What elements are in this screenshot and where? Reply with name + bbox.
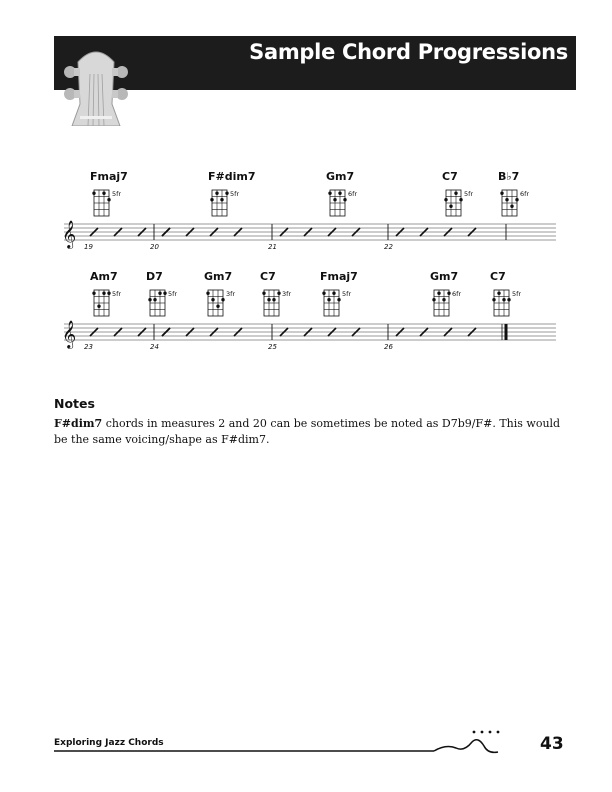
finger-dot <box>272 298 275 301</box>
finger-dot <box>267 298 270 301</box>
finger-dot <box>163 292 166 295</box>
chord-name: F#dim7 <box>208 170 256 183</box>
finger-dot <box>510 205 513 208</box>
finger-dot <box>505 198 508 201</box>
fret-label: 3fr <box>226 290 236 298</box>
footer-book-title: Exploring Jazz Chords <box>54 738 164 748</box>
ukulele-headstock-icon <box>60 44 132 126</box>
chord-diagram <box>92 190 121 216</box>
chord-name: Gm7 <box>204 270 233 283</box>
finger-dot <box>102 292 105 295</box>
fret-label: 5fr <box>168 290 178 298</box>
chord-name: B♭7 <box>498 170 520 183</box>
finger-dot <box>500 192 503 195</box>
finger-dot <box>107 292 110 295</box>
header-banner <box>54 36 576 90</box>
finger-dot <box>442 298 445 301</box>
chord-diagram <box>322 290 351 316</box>
fret-label: 5fr <box>464 190 474 198</box>
finger-dot <box>148 298 151 301</box>
chord-name: Gm7 <box>430 270 459 283</box>
chord-name: Gm7 <box>326 170 355 183</box>
finger-dot <box>492 298 495 301</box>
finger-dot <box>447 292 450 295</box>
measure-number: 19 <box>84 243 93 251</box>
chord-name: Fmaj7 <box>320 270 358 283</box>
finger-dot <box>215 192 218 195</box>
finger-dot <box>337 298 340 301</box>
finger-dot <box>97 305 100 308</box>
finger-dot <box>444 198 447 201</box>
finger-dot <box>92 292 95 295</box>
notes-text: chords in measures 2 and 20 can be sometimes be noted as D7b9/F#. This would be the same voicing/shape as F#dim7. <box>54 417 561 446</box>
finger-dot <box>333 198 336 201</box>
finger-dot <box>262 292 265 295</box>
measure-number: 20 <box>150 243 159 251</box>
fret-label: 5fr <box>112 290 122 298</box>
page-number: 43 <box>540 734 564 754</box>
treble-clef-icon: 𝄞 <box>62 220 77 248</box>
finger-dot <box>437 292 440 295</box>
finger-dot <box>225 192 228 195</box>
fret-label: 5fr <box>112 190 122 198</box>
chord-diagram <box>500 190 529 216</box>
finger-dot <box>210 198 213 201</box>
chord-diagram <box>92 290 121 316</box>
chord-diagram <box>148 290 177 316</box>
finger-dot <box>277 292 280 295</box>
chord-chart-notation <box>54 160 566 370</box>
fret-label: 6fr <box>348 190 358 198</box>
chord-diagram <box>444 190 473 216</box>
chord-diagram <box>262 290 291 316</box>
fret-label: 6fr <box>452 290 462 298</box>
fret-label: 6fr <box>520 190 530 198</box>
page-title: Sample Chord Progressions <box>249 40 568 64</box>
chord-name: C7 <box>260 270 276 283</box>
finger-dot <box>507 298 510 301</box>
measure-number: 24 <box>150 343 159 351</box>
finger-dot <box>322 292 325 295</box>
finger-dot <box>221 298 224 301</box>
finger-dot <box>332 292 335 295</box>
finger-dot <box>206 292 209 295</box>
chord-diagram <box>210 190 239 216</box>
finger-dot <box>216 305 219 308</box>
fret-label: 5fr <box>230 190 240 198</box>
music-system <box>62 270 556 351</box>
finger-dot <box>327 298 330 301</box>
chord-diagram <box>432 290 461 316</box>
chord-diagram <box>328 190 357 216</box>
finger-dot <box>449 205 452 208</box>
finger-dot <box>107 198 110 201</box>
finger-dot <box>153 298 156 301</box>
finger-dot <box>432 298 435 301</box>
finger-dot <box>220 198 223 201</box>
finger-dot <box>515 198 518 201</box>
fret-label: 5fr <box>342 290 352 298</box>
measure-number: 22 <box>384 243 393 251</box>
finger-dot <box>158 292 161 295</box>
finger-dot <box>328 192 331 195</box>
chord-name: Am7 <box>90 270 118 283</box>
chord-name: C7 <box>490 270 506 283</box>
notes-chord-name: F#dim7 <box>54 417 103 430</box>
finger-dot <box>102 192 105 195</box>
chord-name: Fmaj7 <box>90 170 128 183</box>
fret-label: 3fr <box>282 290 292 298</box>
chord-diagram <box>492 290 521 316</box>
measure-number: 23 <box>84 343 93 351</box>
music-system <box>62 170 556 251</box>
chord-diagram <box>206 290 235 316</box>
finger-dot <box>454 192 457 195</box>
finger-dot <box>92 192 95 195</box>
finger-dot <box>343 198 346 201</box>
finger-dot <box>502 298 505 301</box>
notes-body <box>54 416 564 448</box>
treble-clef-icon: 𝄞 <box>62 320 77 348</box>
finger-dot <box>338 192 341 195</box>
finger-dot <box>211 298 214 301</box>
notes-heading: Notes <box>54 396 95 411</box>
finger-dot <box>459 198 462 201</box>
finger-dot <box>497 292 500 295</box>
measure-number: 26 <box>384 343 393 351</box>
chord-name: C7 <box>442 170 458 183</box>
measure-number: 21 <box>268 243 277 251</box>
fret-label: 5fr <box>512 290 522 298</box>
chord-name: D7 <box>146 270 163 283</box>
measure-number: 25 <box>268 343 277 351</box>
